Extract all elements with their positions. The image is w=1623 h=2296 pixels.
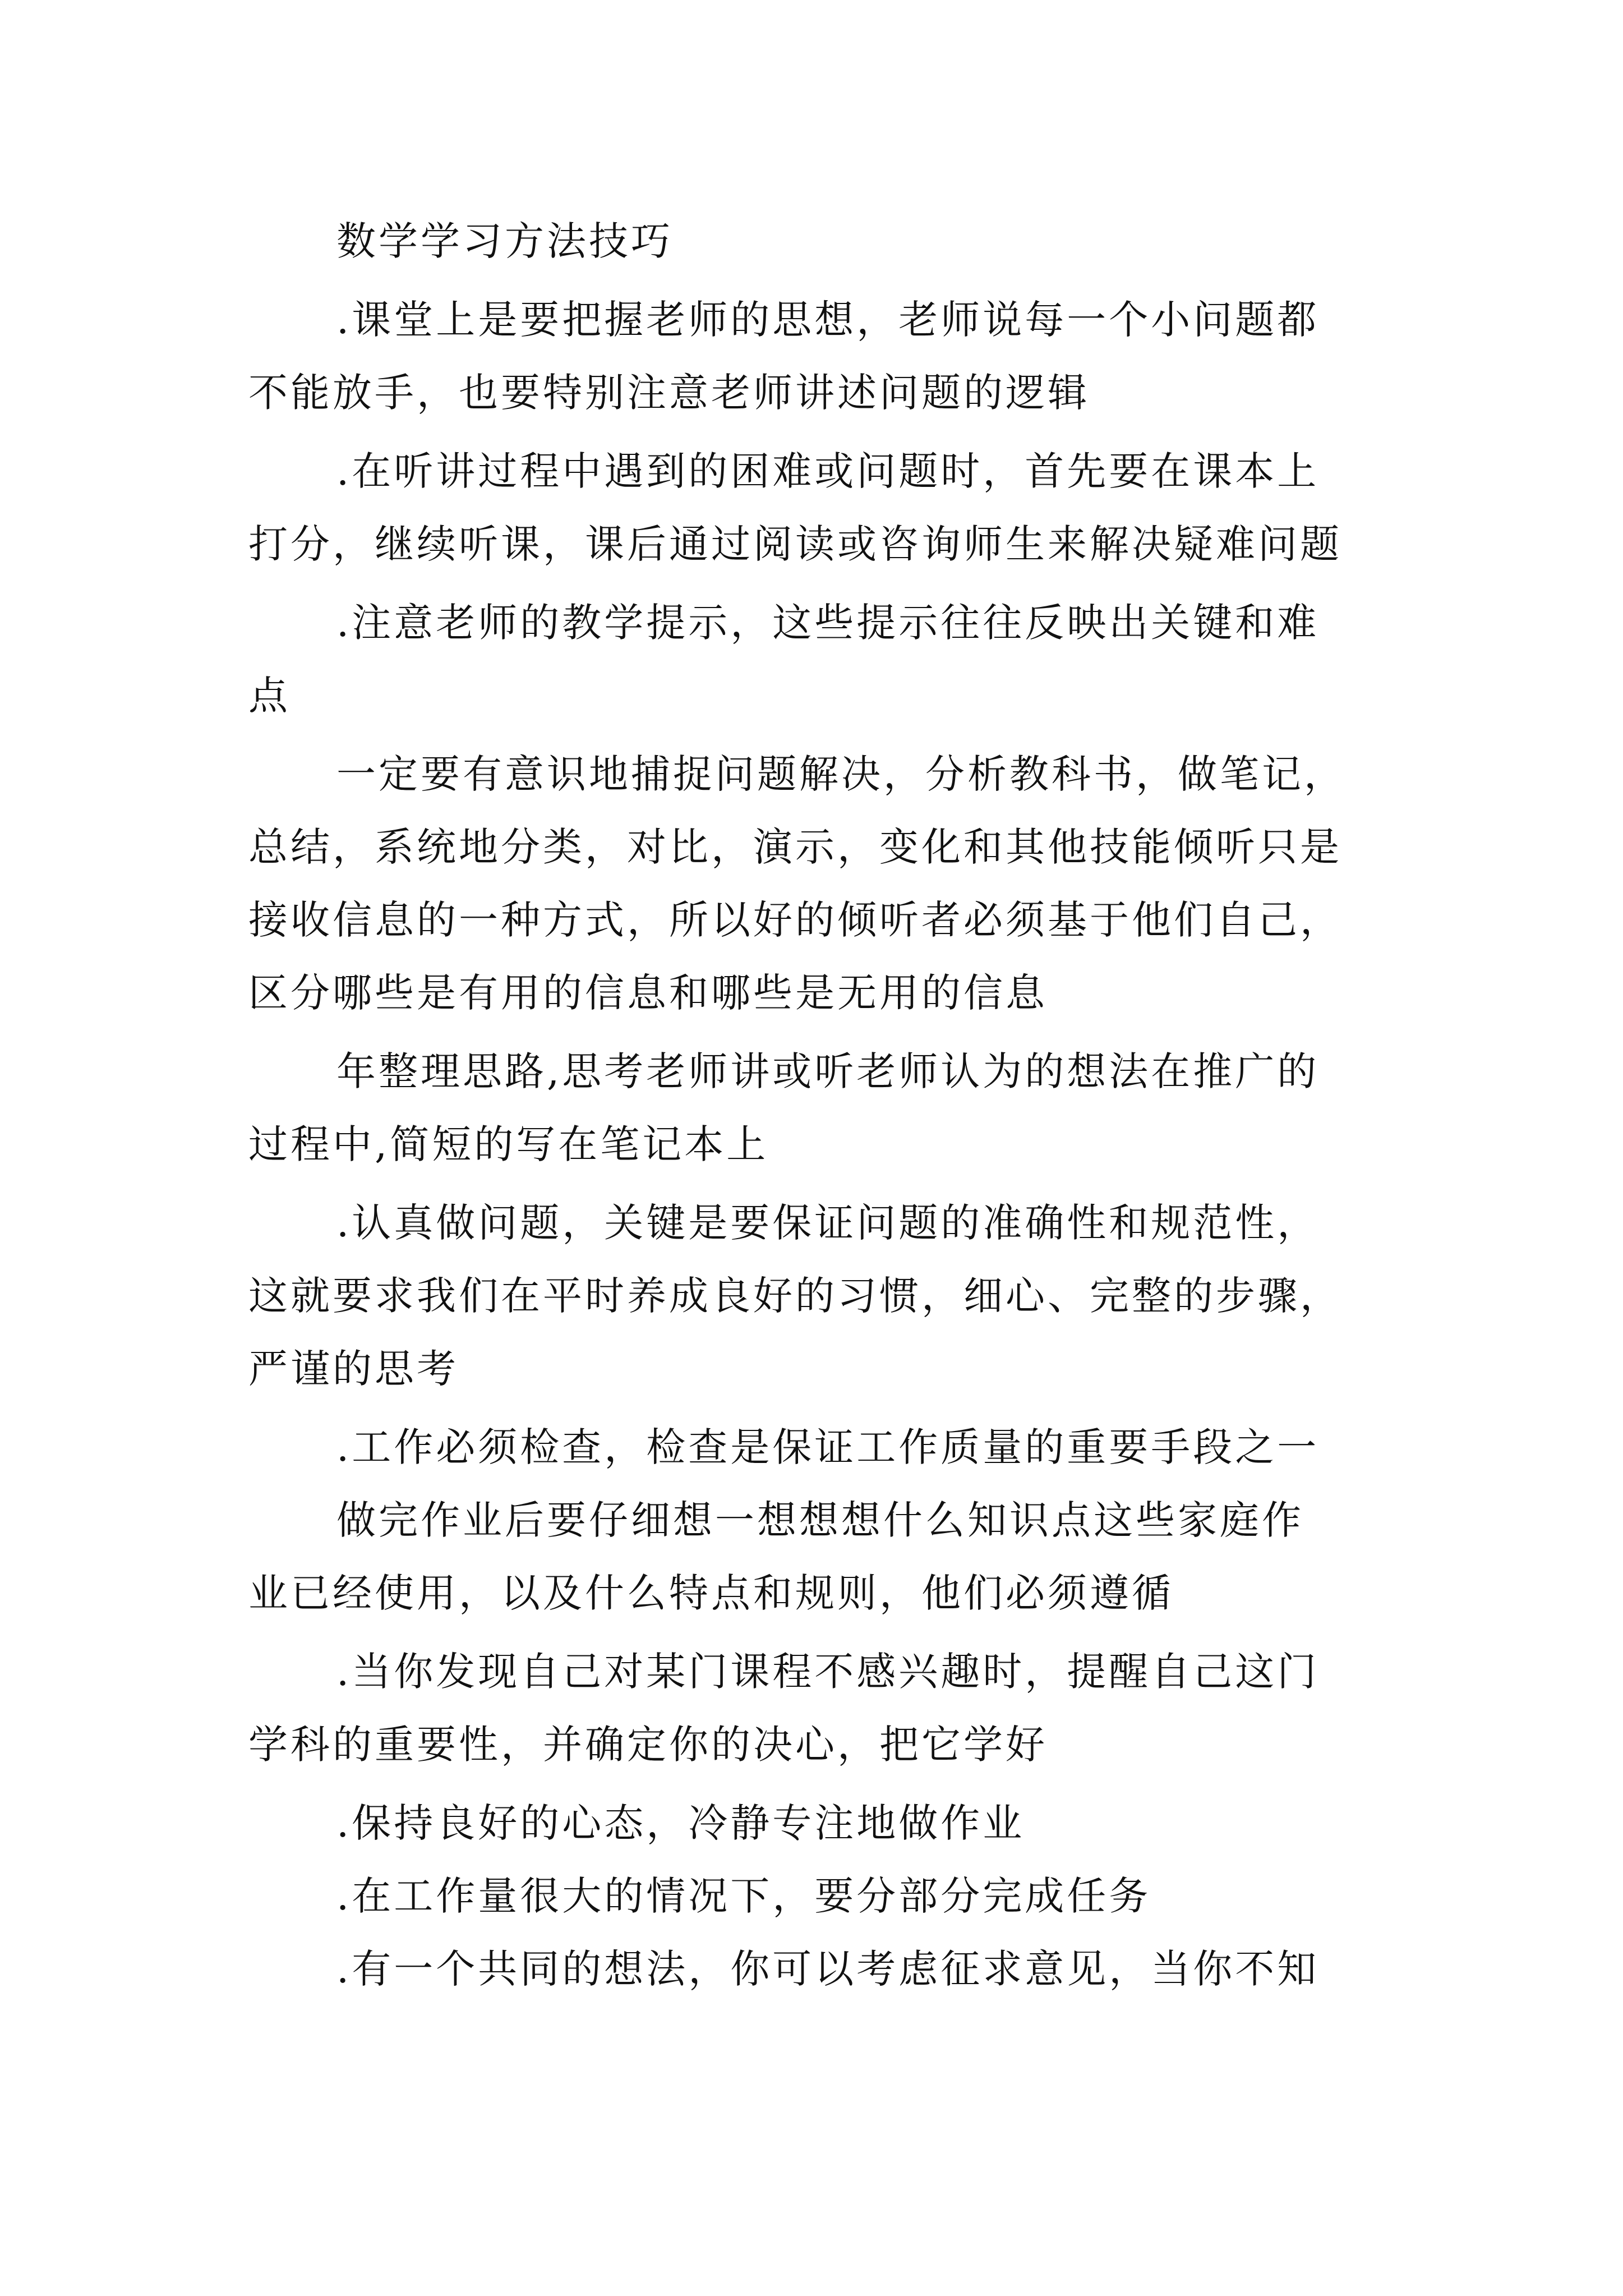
paragraph-line: 一定要有意识地捕捉问题解决，分析教科书，做笔记， xyxy=(336,751,1346,797)
paragraph-line: 区分哪些是有用的信息和哪些是无用的信息 xyxy=(248,970,1048,1016)
paragraph-line: .注意老师的教学提示，这些提示往往反映出关键和难 xyxy=(336,600,1320,646)
paragraph-line: 这就要求我们在平时养成良好的习惯，细心、完整的步骤， xyxy=(248,1273,1342,1319)
paragraph-line: 做完作业后要仔细想一想想想什么知识点这些家庭作 xyxy=(336,1497,1304,1543)
paragraph-line: 点 xyxy=(248,673,291,719)
paragraph-line: .保持良好的心态，冷静专注地做作业 xyxy=(336,1800,1025,1846)
paragraph-line: .工作必须检查，检查是保证工作质量的重要手段之一 xyxy=(336,1424,1320,1470)
paragraph-line: 过程中,简短的写在笔记本上 xyxy=(248,1121,769,1167)
paragraph-line: .当你发现自己对某门课程不感兴趣时，提醒自己这门 xyxy=(336,1649,1320,1695)
paragraph-line: 年整理思路,思考老师讲或听老师认为的想法在推广的 xyxy=(336,1048,1320,1094)
paragraph-line: 严谨的思考 xyxy=(248,1346,459,1392)
paragraph-line: .在听讲过程中遇到的困难或问题时，首先要在课本上 xyxy=(336,448,1320,494)
paragraph-line: .课堂上是要把握老师的思想，老师说每一个小问题都 xyxy=(336,297,1320,343)
document-title: 数学学习方法技巧 xyxy=(336,218,673,264)
paragraph-line: .在工作量很大的情况下，要分部分完成任务 xyxy=(336,1873,1151,1919)
paragraph-line: 学科的重要性，并确定你的决心，把它学好 xyxy=(248,1722,1048,1768)
paragraph-line: 打分，继续听课，课后通过阅读或咨询师生来解决疑难问题 xyxy=(248,521,1342,567)
paragraph-line: 接收信息的一种方式，所以好的倾听者必须基于他们自己， xyxy=(248,897,1342,943)
paragraph-line: 业已经使用，以及什么特点和规则，他们必须遵循 xyxy=(248,1570,1174,1616)
paragraph-line: 总结，系统地分类，对比，演示，变化和其他技能倾听只是 xyxy=(248,824,1342,870)
paragraph-line: 不能放手，也要特别注意老师讲述问题的逻辑 xyxy=(248,370,1090,416)
paragraph-line: .认真做问题，关键是要保证问题的准确性和规范性， xyxy=(336,1200,1320,1246)
paragraph-line: .有一个共同的想法，你可以考虑征求意见，当你不知 xyxy=(336,1946,1320,1992)
